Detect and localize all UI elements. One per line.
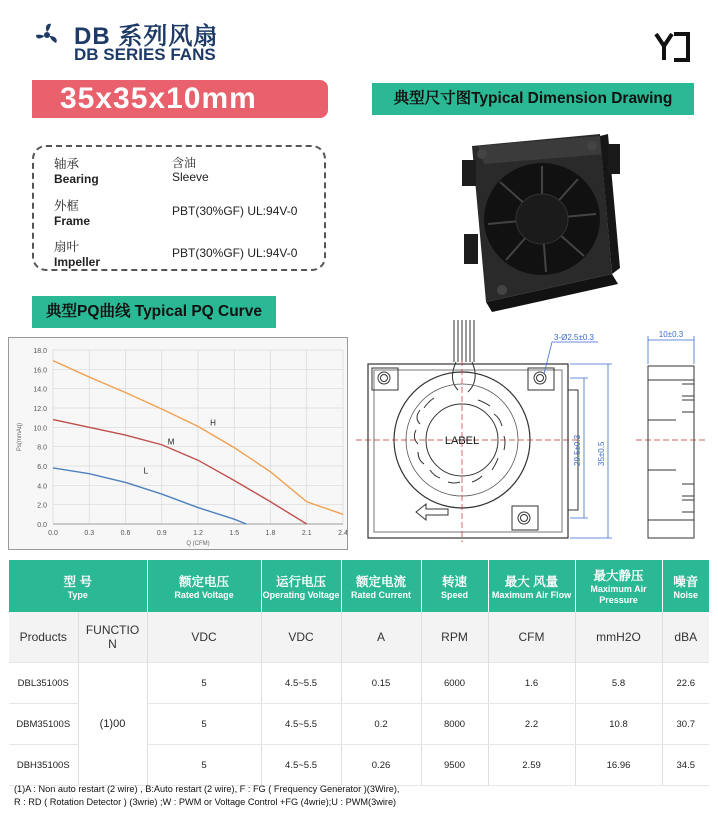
hole-dimension-label: 3-Ø2.5±0.3 (554, 333, 594, 342)
table-cell: A (341, 612, 421, 663)
series-label-m: M (167, 437, 175, 447)
pq-curve-title: 典型PQ曲线 Typical PQ Curve (32, 296, 276, 328)
spec-label-en: Frame (54, 214, 91, 228)
table-cell: 0.15 (341, 663, 421, 704)
spec-value-en: Sleeve (172, 170, 209, 184)
table-cell: 4.5~5.5 (261, 663, 341, 704)
y-axis-label: Ps(mmAq) (17, 422, 23, 452)
y-tick-label: 18.0 (33, 348, 47, 355)
spec-impeller (54, 237, 100, 269)
spec-label-cn: 轴承 (54, 157, 80, 171)
table-cell: 16.96 (575, 745, 662, 786)
header-noise: 噪音 Noise (662, 560, 709, 612)
table-cell: 5 (147, 704, 261, 745)
inner-dimension-label: 29.5±0.3 (573, 434, 582, 466)
table-cell: 1.6 (488, 663, 575, 704)
series-label-l: L (143, 466, 149, 476)
table-cell: 30.7 (662, 704, 709, 745)
size-banner-text: 35x35x10mm (60, 82, 257, 115)
header-speed: 转速 Speed (421, 560, 488, 612)
table-cell: mmH2O (575, 612, 662, 663)
table-cell: 0.2 (341, 704, 421, 745)
series-line-m (53, 420, 307, 524)
spec-label-en: Bearing (54, 172, 99, 186)
table-cell: VDC (261, 612, 341, 663)
table-cell: 4.5~5.5 (261, 745, 341, 786)
header-type: 型 号 Type (9, 560, 147, 612)
table-cell: CFM (488, 612, 575, 663)
table-cell: 9500 (421, 745, 488, 786)
series-label-h: H (210, 418, 216, 428)
x-tick-label: 1.2 (193, 530, 203, 537)
series-line-l (53, 468, 246, 524)
table-cell: 5.8 (575, 663, 662, 704)
table-cell: DBH35100S (9, 745, 78, 786)
x-tick-label: 0.9 (156, 530, 167, 537)
x-tick-label: 0.3 (84, 530, 95, 537)
y-tick-label: 8.0 (37, 444, 47, 452)
spec-frame (54, 196, 90, 228)
brand-logo-icon (652, 30, 692, 64)
x-tick-label: 1.8 (265, 530, 276, 537)
footnote-line: (1)A : Non auto restart (2 wire) , B:Auto restart (2 wire), F : FG ( Frequency Generator )(3Wire), (14, 784, 400, 794)
y-tick-label: 4.0 (37, 483, 47, 491)
y-tick-label: 0.0 (37, 522, 47, 529)
spec-value: PBT(30%GF) UL:94V-0 (172, 204, 298, 218)
dimension-drawing-title: 典型尺寸图Typical Dimension Drawing (372, 83, 694, 115)
series-title-cn: DB 系列风扇 (74, 23, 219, 50)
dimension-drawing-side (636, 320, 708, 550)
fan-product-image (450, 124, 626, 314)
table-cell: 2.2 (488, 704, 575, 745)
table-header-row (9, 560, 709, 612)
spec-value: 含油 (172, 156, 197, 170)
table-cell: Products (9, 612, 78, 663)
header-rated-voltage: 额定电压 Rated Voltage (147, 560, 261, 612)
x-tick-label: 2.4 (338, 530, 347, 537)
y-tick-label: 16.0 (33, 367, 47, 375)
table-cell: dBA (662, 612, 709, 663)
footnote-line: R : RD ( Rotation Detector ) (3wrie) ;W : PWM or Voltage Control +FG (4wrie);U : PWM(3wire) (14, 797, 397, 807)
table-cell: RPM (421, 612, 488, 663)
header-air-flow: 最大 风量 Maximum Air Flow (488, 560, 575, 612)
outer-dimension-label: 35±0.5 (597, 441, 606, 466)
side-dimension-label: 10±0.3 (658, 330, 684, 339)
table-cell: 6000 (421, 663, 488, 704)
table-cell: 22.6 (662, 663, 709, 704)
drawing-label-text: LABEL (444, 435, 480, 447)
table-cell: 8000 (421, 704, 488, 745)
footnote (14, 783, 704, 809)
table-cell: FUNCTION (78, 612, 147, 663)
header-air-pressure: 最大静压 Maximum Air Pressure (575, 560, 662, 612)
y-tick-label: 10.0 (33, 425, 47, 433)
table-cell: 4.5~5.5 (261, 704, 341, 745)
table-row (9, 663, 709, 704)
spec-label-en: Impeller (54, 255, 101, 269)
table-cell: 5 (147, 745, 261, 786)
header-rated-current: 额定电流 Rated Current (341, 560, 421, 612)
fan-logo-icon (34, 22, 60, 48)
dimension-drawing-front (356, 320, 618, 550)
x-tick-label: 2.1 (301, 530, 312, 537)
pq-chart (9, 338, 347, 549)
table-units-row (9, 612, 709, 663)
table-cell: 0.26 (341, 745, 421, 786)
spec-table (9, 560, 709, 786)
spec-value: PBT(30%GF) UL:94V-0 (172, 246, 298, 260)
table-cell: DBM35100S (9, 704, 78, 745)
spec-label-cn: 外框 (54, 199, 80, 213)
spec-bearing (54, 154, 99, 186)
table-cell: VDC (147, 612, 261, 663)
table-cell: 5 (147, 663, 261, 704)
table-cell: 2.59 (488, 745, 575, 786)
y-tick-label: 2.0 (37, 502, 47, 510)
pq-chart-frame (8, 337, 348, 550)
y-tick-label: 6.0 (37, 464, 47, 471)
y-tick-label: 14.0 (33, 386, 47, 394)
function-cell: (1)00 (78, 663, 147, 786)
x-tick-label: 1.5 (229, 530, 240, 537)
x-axis-label: Q (CFM) (186, 541, 210, 547)
header-operating-voltage: 运行电压 Operating Voltage (261, 560, 341, 612)
table-cell: DBL35100S (9, 663, 78, 704)
table-cell: 10.8 (575, 704, 662, 745)
x-tick-label: 0.0 (48, 530, 58, 537)
x-tick-label: 0.6 (120, 530, 131, 537)
y-tick-label: 12.0 (33, 406, 47, 413)
spec-label-cn: 扇叶 (54, 240, 80, 254)
table-cell: 34.5 (662, 745, 709, 786)
series-title-en: DB SERIES FANS (74, 45, 216, 64)
